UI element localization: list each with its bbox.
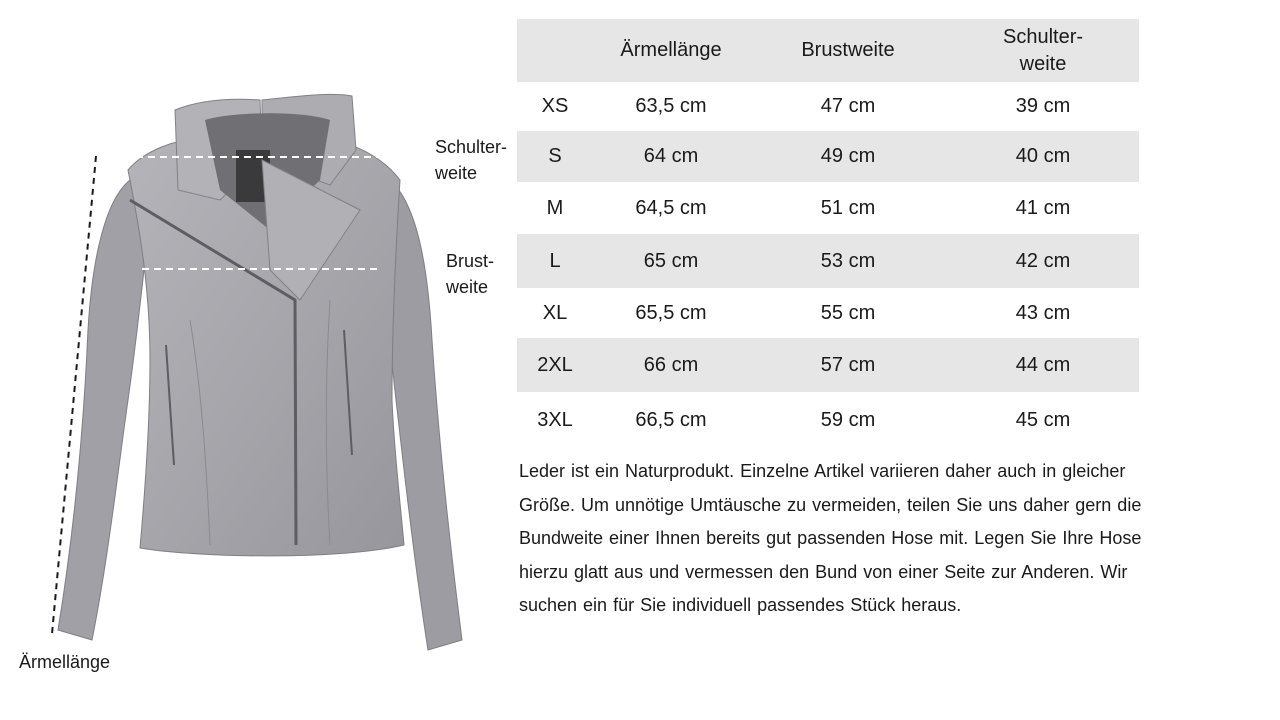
cell-sleeve: 64 cm [643, 145, 699, 167]
cell-chest: 55 cm [820, 301, 876, 324]
jacket-image [0, 0, 515, 720]
table-row [517, 234, 1139, 288]
cell-size: XS [541, 95, 569, 117]
cell-shoulder: 42 cm [1015, 249, 1071, 272]
chest-label-line2: weite [446, 277, 489, 297]
cell-shoulder: 40 cm [1015, 145, 1071, 167]
header-shoulder-line1: Schulter- [1002, 25, 1084, 48]
table-row [517, 288, 1139, 338]
table-row [517, 182, 1139, 234]
cell-sleeve: 66 cm [643, 353, 699, 376]
table-header-row [517, 19, 1139, 82]
cell-sleeve: 63,5 cm [635, 95, 707, 117]
table-row [517, 82, 1139, 131]
header-size [517, 19, 593, 82]
shoulder-width-label [435, 134, 507, 186]
chest-label-line1: Brust- [446, 251, 495, 271]
cell-sleeve: 65 cm [643, 249, 699, 272]
cell-sleeve: 66,5 cm [635, 408, 707, 431]
header-shoulder-line2: weite [1019, 52, 1067, 75]
header-sleeve-length: Ärmellänge [620, 39, 722, 61]
cell-size: XL [542, 301, 568, 324]
table-row [517, 131, 1139, 182]
shoulder-label-line1: Schulter- [435, 137, 508, 157]
cell-size: L [549, 249, 561, 272]
cell-shoulder: 45 cm [1015, 408, 1071, 431]
cell-chest: 59 cm [820, 408, 876, 431]
table-row [517, 392, 1139, 448]
cell-size: 3XL [537, 408, 573, 431]
sleeve-length-label: Ärmellänge [19, 652, 111, 672]
header-chest-width: Brustweite [801, 39, 895, 61]
cell-shoulder: 39 cm [1015, 95, 1071, 117]
cell-shoulder: 44 cm [1015, 353, 1071, 376]
cell-shoulder: 43 cm [1015, 301, 1071, 324]
leather-note-paragraph: Leder ist ein Naturprodukt. Einzelne Artikel variieren daher auch in gleicher Größe. Um unnötige Umtäusche zu vermeiden, teilen Sie uns daher gern die Bundweite einer Ihnen bereits gut passenden Hose mit. Legen Sie Ihre Hose hierzu glatt aus und vermessen den Bund von einer Seite zur Anderen. Wir suchen ein für Sie individuell passendes Stück heraus. [519, 461, 1142, 615]
jacket-illustration [0, 0, 515, 720]
cell-chest: 57 cm [820, 353, 876, 376]
cell-sleeve: 64,5 cm [635, 196, 707, 219]
cell-size: M [546, 196, 564, 219]
table-row [517, 338, 1139, 392]
cell-chest: 49 cm [820, 145, 876, 167]
size-table [517, 19, 1139, 448]
cell-shoulder: 41 cm [1015, 196, 1071, 219]
cell-chest: 53 cm [820, 249, 876, 272]
cell-sleeve: 65,5 cm [635, 301, 707, 324]
cell-chest: 51 cm [820, 196, 876, 219]
shoulder-label-line2: weite [435, 163, 478, 183]
cell-size: S [548, 145, 562, 167]
chest-width-label [446, 248, 494, 300]
cell-chest: 47 cm [820, 95, 876, 117]
cell-size: 2XL [537, 353, 573, 376]
header-shoulder-width [947, 19, 1139, 82]
